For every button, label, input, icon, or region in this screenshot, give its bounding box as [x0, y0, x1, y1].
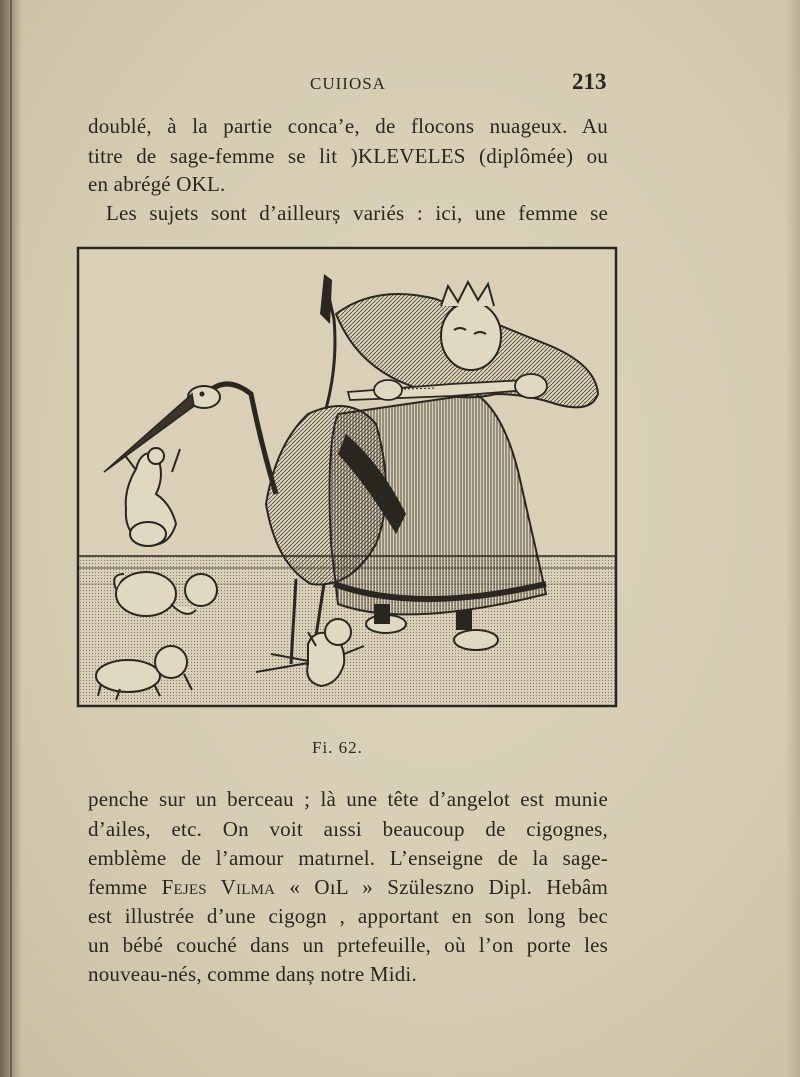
text-line-10: un bébé couché dans un prtefeuille, où l’on porte les	[88, 933, 608, 957]
page-number: 213	[572, 69, 607, 94]
text-line-1: doublé, à la partie conca’e, de flocons nuageux. Au	[88, 114, 608, 138]
book-binding-edge	[10, 0, 12, 1077]
text-line-8	[88, 875, 608, 899]
figure-caption: Fi. 62.	[312, 738, 363, 757]
running-title: CUIIOSA	[310, 74, 386, 93]
text-segment: femme	[88, 875, 162, 899]
text-segment: « OıL » Szüleszno Dipl. Hebâm	[275, 875, 608, 899]
text-line-6: d’ailes, etc. On voit aıssi beaucoup de cigognes,	[88, 817, 608, 841]
text-line-7: emblème de l’amour matırnel. L’enseigne de la sage-	[88, 846, 608, 870]
proper-name: Fejes Vilma	[161, 875, 276, 899]
text-line-9: est illustrée d’une cigogn , apportant en son long bec	[88, 904, 608, 928]
engraving-figure	[76, 244, 620, 710]
text-line-11: nouveau-nés, comme danș notre Midi.	[88, 962, 417, 986]
text-line-3: en abrégé OKL.	[88, 172, 226, 196]
text-line-4: Les sujets sont d’ailleurș variés : ici, une femme se	[106, 201, 608, 225]
page-edge-shadow	[786, 0, 800, 1077]
text-line-2: titre de sage-femme se lit )KLEVELES (diplômée) ou	[88, 144, 608, 168]
text-line-5: penche sur un berceau ; là une tête d’angelot est munie	[88, 787, 608, 811]
